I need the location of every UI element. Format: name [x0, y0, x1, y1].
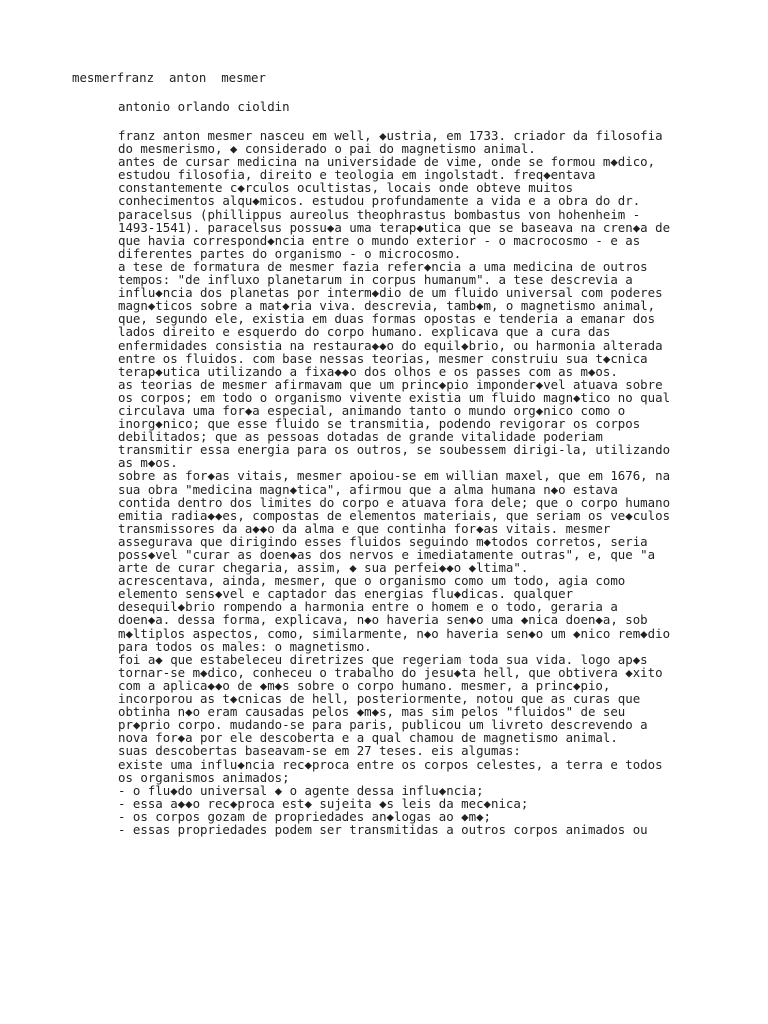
- body-text-line: suas descobertas baseavam-se em 27 teses. eis algumas:: [118, 743, 521, 759]
- body-text-line: que havia correspond◆ncia entre o mundo exterior - o macrocosmo - e as: [118, 232, 641, 248]
- body-text-line: m◆ltiplos aspectos, como, similarmente, n◆o haveria sen◆o um ◆nico rem◆dio: [118, 625, 671, 641]
- body-text-line: tornar-se m◆dico, conheceu o trabalho do jesu◆ta hell, que obtivera ◆xito: [118, 664, 663, 680]
- body-text-line: assegurava que dirigindo esses fluidos seguindo m◆todos corretos, seria: [118, 533, 648, 549]
- body-text-line: enfermidades consistia na restaura◆◆o do equil◆brio, ou harmonia alterada: [118, 337, 663, 353]
- body-text-line: existe uma influ◆ncia rec◆proca entre os corpos celestes, a terra e todos: [118, 756, 663, 772]
- body-text-line: lados direito e esquerdo do corpo humano. explicava que a cura das: [118, 324, 611, 340]
- body-text-line: incorporou as t◆cnicas de hell, posteriormente, notou que as curas que: [118, 691, 641, 707]
- body-text-line: franz anton mesmer nasceu em well, ◆ustria, em 1733. criador da filosofia: [118, 128, 663, 143]
- body-text-line: terap◆utica utilizando a fixa◆◆o dos olhos e os passes com as m◆os.: [118, 363, 618, 379]
- body-text-line: conhecimentos alqu◆micos. estudou profundamente a vida e a obra do dr.: [118, 193, 641, 209]
- body-text-line: constantemente c◆rculos ocultistas, locais onde obteve muitos: [118, 180, 574, 196]
- body-text-line: circulava uma for◆a especial, animando tanto o mundo org◆nico como o: [118, 402, 626, 418]
- body-text-line: do mesmerismo, ◆ considerado o pai do magnetismo animal.: [118, 141, 536, 157]
- body-text-line: antes de cursar medicina na universidade de vime, onde se formou m◆dico,: [118, 154, 656, 170]
- body-text-line: os organismos animados;: [118, 769, 290, 785]
- body-text-line: acrescentava, ainda, mesmer, que o organismo como um todo, agia como: [118, 573, 626, 589]
- body-text-line: influ◆ncia dos planetas por interm◆dio de um fluido universal com poderes: [118, 285, 663, 301]
- body-text-line: obtinha n◆o eram causadas pelos ◆m◆s, mas sim pelos "fluidos" de seu: [118, 704, 626, 720]
- body-text-line: magn◆ticos sobre a mat◆ria viva. descrevia, tamb◆m, o magnetismo animal,: [118, 298, 656, 314]
- body-text-line: com a aplica◆◆o de ◆m◆s sobre o corpo humano. mesmer, a princ◆pio,: [118, 677, 611, 693]
- body-text-line: doen◆a. dessa forma, explicava, n◆o haveria sen◆o uma ◆nica doen◆a, sob: [118, 612, 648, 628]
- body-text-line: paracelsus (phillippus aureolus theophrastus bombastus von hohenheim -: [118, 206, 641, 222]
- body-text-line: nova for◆a por ele descoberta e a qual chamou de magnetismo animal.: [118, 730, 618, 746]
- body-text-line: pr◆prio corpo. mudando-se para paris, publicou um livreto descrevendo a: [118, 717, 648, 733]
- document-title: mesmerfranz anton mesmer: [72, 70, 266, 85]
- body-text-line: - essas propriedades podem ser transmitidas a outros corpos animados ou: [118, 821, 648, 837]
- document-author: antonio orlando cioldin: [118, 99, 290, 114]
- body-text-line: estudou filosofia, direito e teologia em ingolstadt. freq◆entava: [118, 167, 596, 183]
- body-text-line: as teorias de mesmer afirmavam que um princ◆pio imponder◆vel atuava sobre: [118, 376, 663, 392]
- body-text-line: - essa a◆◆o rec◆proca est◆ sujeita ◆s leis da mec◆nica;: [118, 795, 529, 811]
- body-text-line: - o flu◆do universal ◆ o agente dessa influ◆ncia;: [118, 782, 484, 798]
- body-text-line: desequil◆brio rompendo a harmonia entre o homem e o todo, geraria a: [118, 599, 618, 615]
- body-text-line: foi a◆ que estabeleceu diretrizes que regeriam toda sua vida. logo ap◆s: [118, 651, 648, 667]
- body-text-line: as m◆os.: [118, 455, 178, 471]
- body-text-line: poss◆vel "curar as doen◆as dos nervos e imediatamente outras", e, que "a: [118, 547, 656, 562]
- body-text-line: para todos os males: o magnetismo.: [118, 638, 372, 654]
- body-text-line: debilitados; que as pessoas dotadas de grande vitalidade poderiam: [118, 429, 603, 445]
- body-text-line: os corpos; em todo o organismo vivente existia um fluido magn◆tico no qual: [118, 389, 671, 405]
- body-text-line: elemento sens◆vel e captador das energias flu◆dicas. qualquer: [118, 586, 574, 602]
- body-text-line: sobre as for◆as vitais, mesmer apoiou-se em willian maxel, que em 1676, na: [118, 468, 671, 484]
- body-text-line: entre os fluidos. com base nessas teorias, mesmer construiu sua t◆cnica: [118, 350, 648, 366]
- body-text-line: que, segundo ele, existia em duas formas opostas e tenderia a emanar dos: [118, 311, 656, 327]
- body-text-line: arte de curar chegaria, assim, ◆ sua perfei◆◆o ◆ltima".: [118, 560, 529, 576]
- body-text-line: 1493-1541). paracelsus possu◆a uma terap◆utica que se baseava na cren◆a de: [118, 219, 671, 235]
- body-text-line: sua obra "medicina magn◆tica", afirmou que a alma humana n◆o estava: [118, 481, 618, 497]
- body-text-line: diferentes partes do organismo - o microcosmo.: [118, 245, 462, 261]
- body-text-line: emitia radia◆◆es, compostas de elementos materiais, que seriam os ve◆culos: [118, 507, 671, 523]
- body-text-line: a tese de formatura de mesmer fazia refer◆ncia a uma medicina de outros: [118, 258, 648, 274]
- body-text-line: tempos: "de influxo planetarum in corpus humanum". a tese descrevia a: [118, 272, 633, 288]
- document-body: [118, 129, 758, 836]
- body-text-line: transmissores da a◆◆o da alma e que continha for◆as vitais. mesmer: [118, 520, 611, 536]
- body-text-line: transmitir essa energia para os outros, se soubessem dirigi-la, utilizando: [118, 442, 671, 458]
- body-text-line: contida dentro dos limites do corpo e atuava fora dele; que o corpo humano: [118, 494, 671, 510]
- body-text-line: - os corpos gozam de propriedades an◆logas ao ◆m◆;: [118, 808, 491, 824]
- body-text-line: inorg◆nico; que esse fluido se transmitia, podendo revigorar os corpos: [118, 416, 641, 432]
